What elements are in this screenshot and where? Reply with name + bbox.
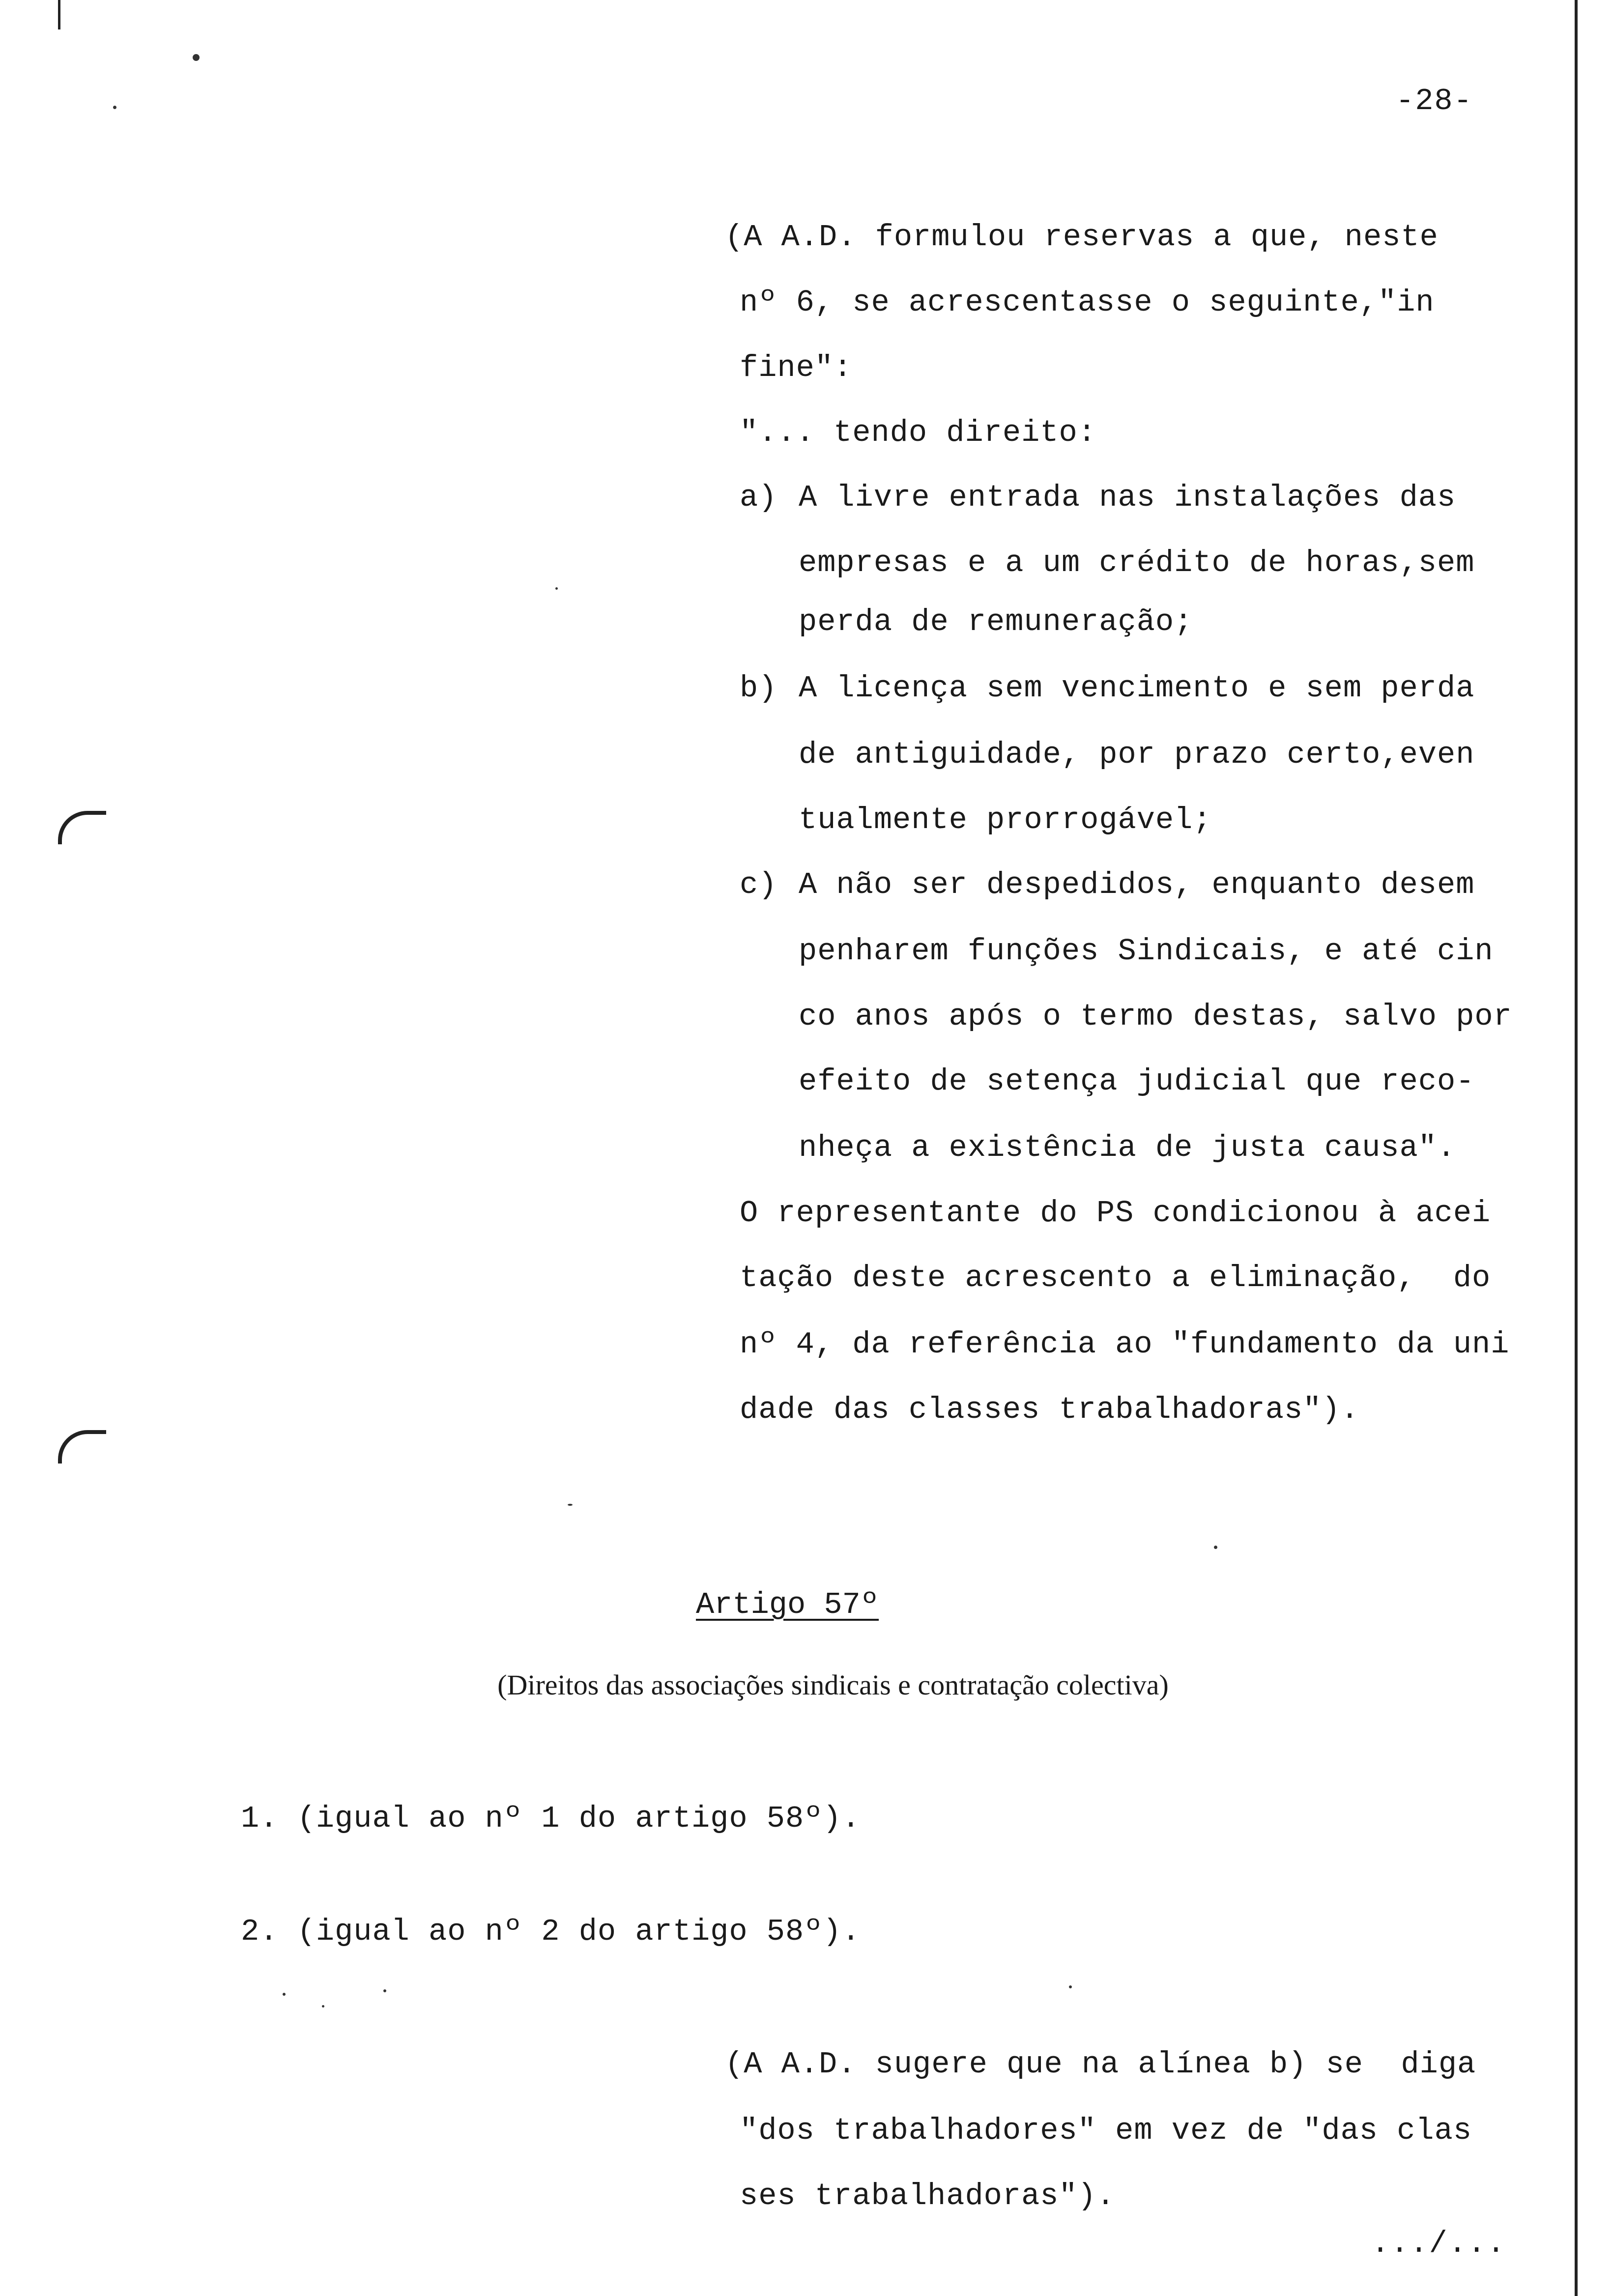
article-note-line: "dos trabalhadores" em vez de "das clas: [740, 2113, 1472, 2148]
closing-line: tação deste acrescento a eliminação, do: [740, 1261, 1491, 1295]
closing-line: nº 4, da referência ao "fundamento da uni: [740, 1327, 1510, 1362]
article-point: 1. (igual ao nº 1 do artigo 58º).: [241, 1801, 861, 1836]
article-note-line: (A A.D. sugere que na alínea b) se diga: [725, 2047, 1476, 2082]
binder-punch-mark: [58, 1430, 106, 1464]
item-line: penharem funções Sindicais, e até cin: [799, 934, 1494, 969]
reservation-line: "... tendo direito:: [740, 415, 1096, 450]
item-line: A livre entrada nas instalações das: [799, 480, 1456, 515]
item-line: nheça a existência de justa causa".: [799, 1130, 1456, 1165]
page-edge-rule: [1575, 0, 1578, 2296]
scan-speck: [568, 1504, 573, 1506]
scan-speck: [193, 54, 200, 61]
scan-speck: [1069, 1985, 1072, 1988]
item-line: de antiguidade, por prazo certo,even: [799, 737, 1475, 772]
item-letter: b): [740, 671, 777, 706]
item-line: perda de remuneração;: [799, 604, 1193, 639]
scan-speck: [113, 106, 116, 109]
article-subtitle: (Direitos das associações sindicais e contratação colectiva): [497, 1669, 1169, 1701]
scan-speck: [383, 1989, 386, 1992]
item-line: efeito de setença judicial que reco-: [799, 1064, 1475, 1099]
article-title: Artigo 57º: [695, 1587, 879, 1622]
scan-speck: [1214, 1546, 1217, 1549]
item-letter: a): [740, 480, 777, 515]
scan-speck: [283, 1993, 286, 1996]
article-note-line: ses trabalhadoras").: [740, 2179, 1116, 2213]
item-line: tualmente prorrogável;: [799, 803, 1212, 837]
scan-speck: [322, 2005, 324, 2008]
reservation-line: fine":: [740, 350, 853, 385]
page-number: -28-: [1396, 84, 1473, 118]
reservation-line: nº 6, se acrescentasse o seguinte,"in: [740, 285, 1435, 320]
item-line: A licença sem vencimento e sem perda: [799, 671, 1475, 706]
item-line: co anos após o termo destas, salvo por: [799, 999, 1512, 1034]
item-line: A não ser despedidos, enquanto desem: [799, 867, 1475, 902]
scan-speck: [555, 587, 558, 590]
scan-edge-mark: [58, 0, 60, 29]
item-line: empresas e a um crédito de horas,sem: [799, 545, 1475, 580]
closing-line: dade das classes trabalhadoras").: [740, 1392, 1359, 1427]
article-point: 2. (igual ao nº 2 do artigo 58º).: [241, 1914, 861, 1949]
reservation-line: (A A.D. formulou reservas a que, neste: [725, 220, 1439, 255]
item-letter: c): [740, 867, 777, 902]
continued-marker: .../...: [1371, 2226, 1506, 2261]
closing-line: O representante do PS condicionou à acei: [740, 1196, 1491, 1231]
binder-punch-mark: [58, 811, 106, 844]
